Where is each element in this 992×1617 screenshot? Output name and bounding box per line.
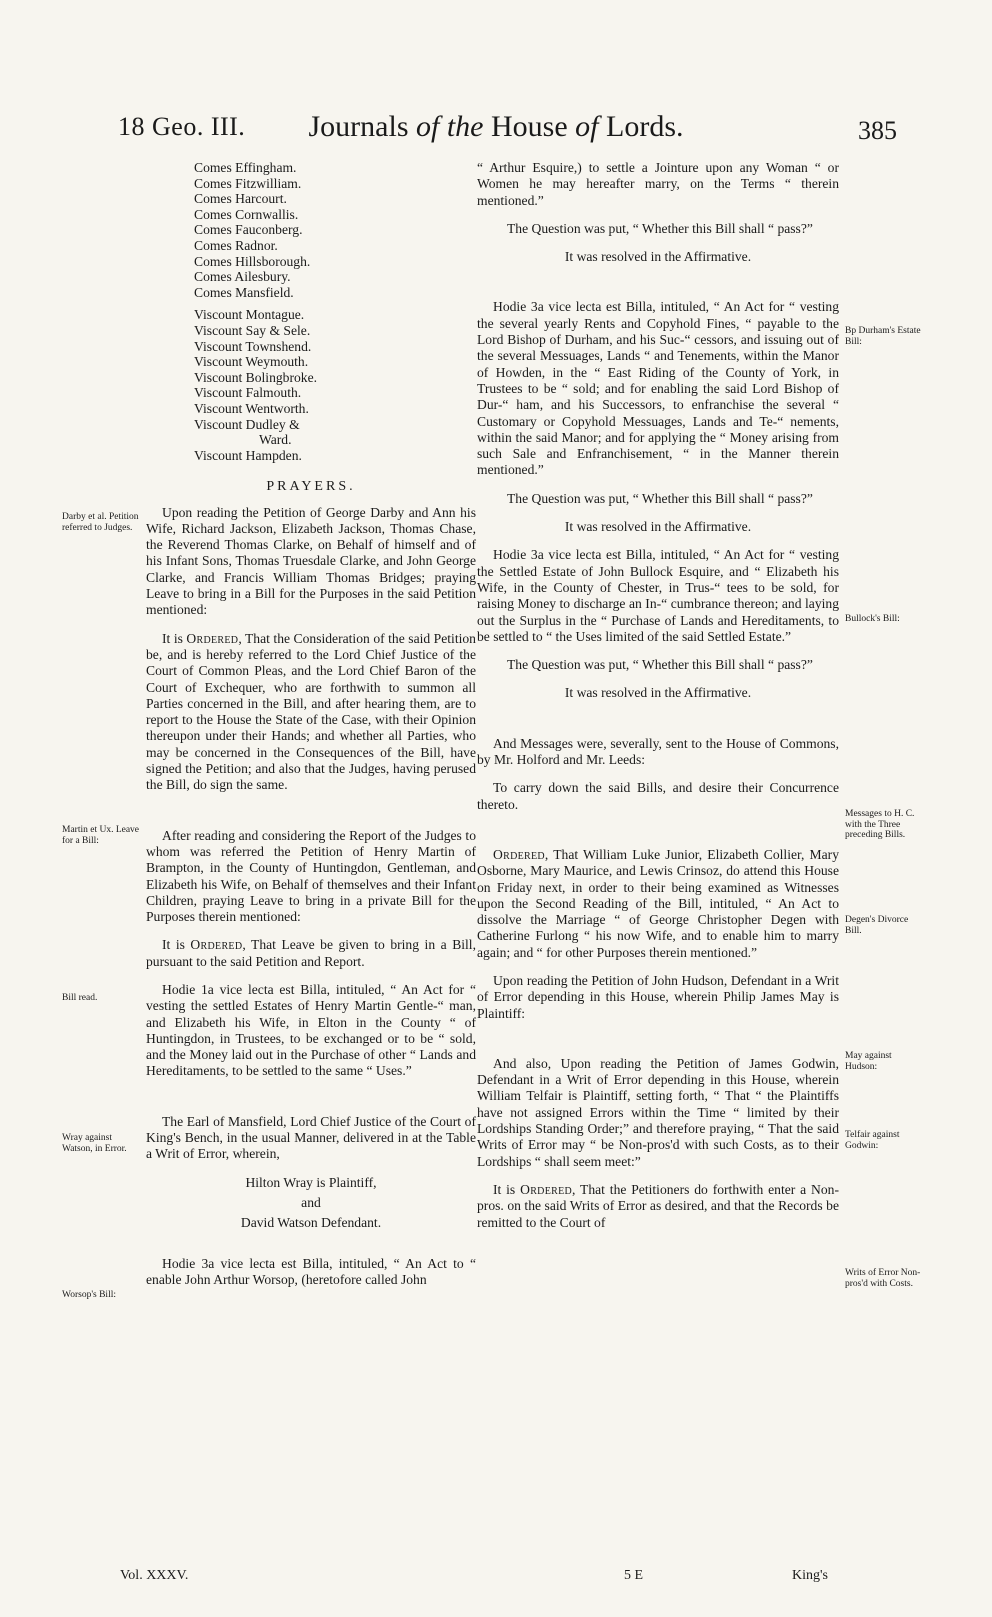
lord-entry: Comes Radnor. [194, 237, 278, 253]
martin-order [146, 937, 476, 970]
order-text: , That William Luke Junior, Elizabeth Collier, Mary Osborne, Mary Maurice, and Lewis Crinsoz, do attend this House on Friday next, in order to their being examined as Witnesses upon the Second Reading of the Bill, intituled, “ An Act to dissolve the Marriage “ of George Christopher Degen with Catherine Furlong “ his now Wife, and to enable him to marry again; and “ for other Purposes therein mentioned.” [477, 846, 839, 960]
messages-purpose: To carry down the said Bills, and desire their Concurrence thereto. [477, 780, 839, 812]
viscount-entry: Viscount Townshend. [194, 338, 312, 354]
list-gap [194, 300, 476, 307]
title-house: House [491, 110, 568, 143]
spacer [477, 825, 839, 847]
margin-note-bill-read: Bill read. [62, 993, 98, 1003]
page-header [0, 112, 992, 152]
martin-bill-first-reading: Hodie 1a vice lecta est Billa, intituled, “ An Act for “ vesting the settled Estates of Henry Martin Gentle-“ man, and Elizabeth his Wife, in Elton in the County “ of Huntingdon, in Trustees, to be exchanged or to be “ sold, and the Money laid out in the Purchase of other “ Lands and Hereditaments, to be settled to the same “ Uses.” [146, 982, 476, 1079]
margin-note-wray: Wray against Watson, in Error. [62, 1133, 127, 1154]
defendant-line: David Watson Defendant. [240, 1215, 382, 1231]
lord-entry: Comes Mansfield. [194, 284, 294, 300]
ordered-word: Ordered [493, 846, 545, 862]
spacer [477, 277, 839, 299]
resolution: It was resolved in the Affirmative. [564, 685, 752, 701]
title-lords: Lords. [606, 110, 684, 143]
spacer [477, 714, 839, 736]
darby-order [146, 631, 476, 794]
journal-title [0, 110, 992, 144]
and-line: and [301, 1194, 321, 1210]
page-number: 385 [858, 116, 897, 145]
non-pros-order [477, 1182, 839, 1231]
lord-entry: Comes Ailesbury. [194, 269, 291, 285]
margin-note-writs: Writs of Error Non-pros'd with Costs. [845, 1268, 921, 1289]
spacer [146, 1092, 476, 1114]
degen-order [477, 847, 839, 961]
viscount-entry: Viscount Hampden. [194, 447, 302, 463]
resolution: It was resolved in the Affirmative. [564, 249, 752, 265]
margin-note-may: May against Hudson: [845, 1051, 892, 1072]
spacer [146, 1244, 476, 1256]
title-of: of [575, 110, 599, 143]
order-lead: It is [162, 630, 183, 646]
title-journals: Journals [308, 110, 409, 143]
spacer [146, 806, 476, 828]
resolution: It was resolved in the Affirmative. [564, 519, 752, 535]
margin-note-durham: Bp Durham's Estate Bill: [845, 326, 921, 347]
catchword: King's [792, 1568, 828, 1583]
viscount-entry: Viscount Falmouth. [194, 385, 302, 401]
hudson-petition: Upon reading the Petition of John Hudson, Defendant in a Writ of Error depending in this House, wherein Philip James May is Plaintiff: [477, 972, 839, 1021]
order-text: , That the Petitioners do forthwith enter a Non-pros. on the said Writs of Error as desired, and that the Records be remitted to the Court of [477, 1181, 839, 1230]
left-column [146, 160, 476, 1288]
margin-note-worsop: Worsop's Bill: [62, 1290, 116, 1300]
signature-mark: 5 E [624, 1568, 644, 1583]
martin-report: After reading and considering the Report of the Judges to whom was referred the Petition of Henry Martin of Brampton, in the County of Huntingdon, Gentleman, and Elizabeth his Wife, on Behalf of themselves and their Infant Children, praying Leave to bring in a private Bill for the Purposes therein mentioned: [146, 827, 476, 925]
viscount-entry: Ward. [259, 432, 292, 448]
order-text: , That Leave be given to bring in a Bill, pursuant to the said Petition and Report. [146, 937, 476, 969]
viscount-entry: Viscount Weymouth. [194, 354, 309, 370]
volume-mark: Vol. XXXV. [120, 1568, 189, 1583]
margin-note-darby: Darby et al. Petition referred to Judges. [62, 512, 139, 533]
worsop-bill-third-reading: Hodie 3a vice lecta est Billa, intituled, “ An Act to “ enable John Arthur Worsop, (heretofore called John [146, 1255, 476, 1287]
lord-entry: Comes Effingham. [194, 160, 297, 175]
order-lead: It is [493, 1181, 516, 1197]
lords-list [194, 160, 476, 463]
margin-note-degen: Degen's Divorce Bill. [845, 915, 909, 936]
lord-entry: Comes Hillsborough. [194, 253, 311, 269]
bullock-bill-third-reading: Hodie 3a vice lecta est Billa, intituled, “ An Act for “ vesting the Settled Estate of John Bullock Esquire, and “ Elizabeth his Wife, in the County of Chester, in Trus-“ tees to be sold, for raising Money to discharge an In-“ cumbrance thereon; and laying out the Surplus in the “ Purchase of Lands and Hereditaments, to be settled to “ the Uses limited of the said Settled Estate.” [477, 547, 839, 644]
godwin-petition: And also, Upon reading the Petition of James Godwin, Defendant in a Writ of Error depending in this House, wherein William Telfair is Plaintiff, setting forth, “ That “ the Plaintiffs have not assigned Errors within the Time “ limited by their Lordships Standing Order;” and therefore praying, “ That the said Writs of Error may “ be Non-pros'd with such Costs, as to their Lordships “ shall seem meet:” [477, 1055, 839, 1169]
durham-bill-third-reading: Hodie 3a vice lecta est Billa, intituled, “ An Act for “ vesting the several yearly Rents and Copyhold Fines, “ payable to the Lord Bishop of Durham, and his Suc-“ cessors, and issuing out of the several Messuages, Lands “ and Tenements, within the Manor of Howden, in the “ East Riding of the County of York, in Trustees to be “ sold; and for enabling the said Lord Bishop of Dur-“ ham, and his Successors, to enfranchise the several “ Customary or Copyhold Messuages, Lands and Te-“ nements, within the said Manor; and for applying the “ Money arising from such Sale and Enfranchisement, “ in the Manner therein mentioned.” [477, 299, 839, 478]
regnal-year: 18 Geo. III. [118, 112, 246, 141]
viscount-entry: Viscount Bolingbroke. [194, 369, 318, 385]
ordered-word: Ordered [520, 1181, 573, 1197]
lord-entry: Comes Fauconberg. [194, 222, 303, 238]
viscount-entry: Viscount Say & Sele. [194, 322, 311, 338]
lord-entry: Comes Cornwallis. [194, 206, 299, 222]
viscount-entry: Viscount Wentworth. [194, 400, 309, 416]
order-lead: It is [162, 937, 185, 953]
prayers-heading: PRAYERS. [266, 479, 356, 495]
darby-petition: Upon reading the Petition of George Darby and Ann his Wife, Richard Jackson, Elizabeth Jackson, Thomas Chase, the Reverend Thomas Clarke, on Behalf of himself and of his Infant Sons, Thomas Truesdale Clarke, and John George Clarke, and Francis William Thomas Bridges; praying Leave to bring in a Bill for the Purposes in the said Petition mentioned: [146, 504, 476, 618]
ordered-word: Ordered [186, 630, 239, 646]
question-put: The Question was put, “ Whether this Bill shall “ pass?” [507, 490, 813, 506]
plaintiff-line: Hilton Wray is Plaintiff, [245, 1174, 377, 1190]
right-column [477, 160, 839, 1231]
margin-note-telfair: Telfair against Godwin: [845, 1130, 900, 1151]
messages-to-commons: And Messages were, severally, sent to the House of Commons, by Mr. Holford and Mr. Leeds: [477, 735, 839, 768]
lord-entry: Comes Harcourt. [194, 191, 287, 207]
question-put: The Question was put, “ Whether this Bill shall “ pass?” [507, 657, 813, 673]
viscount-entry: Viscount Montague. [194, 307, 305, 323]
writ-of-error-delivery: The Earl of Mansfield, Lord Chief Justice of the Court of King's Bench, in the usual Manner, delivered in at the Table a Writ of Error, wherein, [146, 1113, 476, 1162]
ordered-word: Ordered [190, 937, 243, 953]
viscount-entry: Viscount Dudley & [194, 416, 300, 432]
order-text: , That the Consideration of the said Petition be, and is hereby referred to the Lord Chief Justice of the Court of Common Pleas, and the Lord Chief Baron of the Court of Exchequer, who are forthwith to summon all Parties concerned in the Bill, and after hearing them, are to report to the House the State of the Case, with their Opinion thereupon under their Hands; and whether all Parties, who may be concerned in the Consequences of the Bill, have signed the Petition; and also that the Judges, having perused the Bill, do sign the same. [146, 630, 476, 793]
title-of-the: of the [416, 110, 484, 143]
lord-entry: Comes Fitzwilliam. [194, 175, 302, 191]
margin-note-bullock: Bullock's Bill: [845, 614, 900, 624]
margin-note-martin: Martin et Ux. Leave for a Bill: [62, 825, 140, 846]
worsop-bill-continued: “ Arthur Esquire,) to settle a Jointure upon any Woman “ or Women he may hereafter marry, on the Terms “ therein mentioned.” [477, 160, 839, 208]
question-put: The Question was put, “ Whether this Bill shall “ pass?” [507, 220, 813, 236]
margin-note-messages: Messages to H. C. with the Three preceding Bills. [845, 809, 915, 840]
spacer [477, 1034, 839, 1056]
